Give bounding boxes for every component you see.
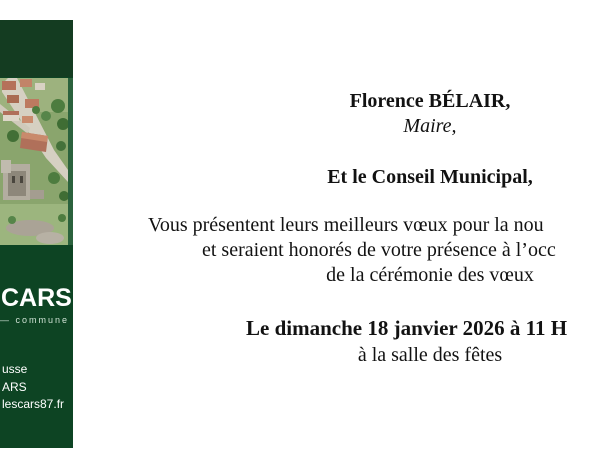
address-line-2: ARS — [2, 379, 27, 394]
photo-edge-strip — [68, 78, 73, 245]
greeting-line-3: de la cérémonie des vœux — [326, 264, 534, 286]
event-date-line: Le dimanche 18 janvier 2026 à 11 H — [246, 316, 568, 340]
sidebar-address — [2, 361, 64, 414]
sidebar-top-band — [0, 20, 73, 77]
mayor-role: Maire, — [403, 115, 457, 137]
council-line: Et le Conseil Municipal, — [327, 166, 533, 188]
village-aerial-photo — [0, 78, 68, 245]
commune-logo-tagline: — commune — [0, 315, 70, 325]
greeting-line-1: Vous présentent leurs meilleurs vœux pour la nou — [148, 214, 544, 236]
commune-logo-text: CARS — [1, 284, 72, 312]
sidebar-panel — [0, 20, 73, 448]
mayor-name: Florence BÉLAIR, — [349, 90, 511, 112]
event-venue-line: à la salle des fêtes — [357, 344, 503, 366]
address-line-3: lescars87.fr — [2, 397, 65, 411]
greeting-line-2: et seraient honorés de votre présence à l’occ — [202, 239, 556, 261]
address-line-1: usse — [2, 362, 28, 376]
